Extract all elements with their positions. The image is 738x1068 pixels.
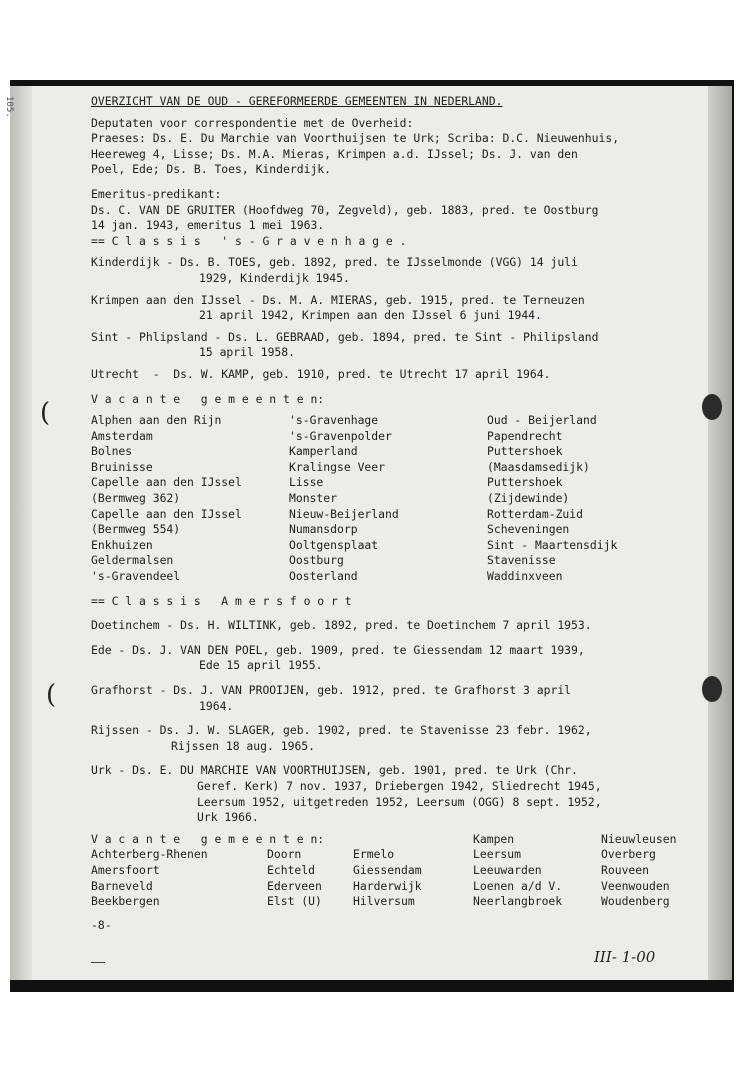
vacant-parish: Bolnes bbox=[91, 444, 133, 459]
vacant-parish: Enkhuizen bbox=[91, 537, 153, 552]
entry-krimpen bbox=[91, 293, 709, 324]
vacant-parish: (Maasdamsedijk) bbox=[487, 459, 590, 474]
vacant-parish: Overberg bbox=[601, 847, 656, 862]
vacant-column bbox=[473, 832, 601, 910]
vacant-parish: Amersfoort bbox=[91, 862, 160, 877]
vacant-column bbox=[487, 413, 687, 585]
vacant-block-amersfoort bbox=[91, 832, 709, 910]
page-edge bbox=[708, 86, 732, 980]
vacant-parish: Ermelo bbox=[353, 847, 395, 862]
vacant-parish: Echteld bbox=[267, 862, 316, 877]
vacant-heading-amersfoort: V a c a n t e g e m e e n t e n: bbox=[91, 831, 325, 846]
vacant-parish: (Bermweg 362) bbox=[91, 491, 181, 506]
vacant-column bbox=[289, 413, 487, 585]
entry-first-line: Grafhorst - Ds. J. VAN PROOIJEN, geb. 1912, pred. te Grafhorst 3 april bbox=[91, 683, 572, 697]
vacant-parish: Amsterdam bbox=[91, 428, 153, 443]
vacant-parish: Puttershoek bbox=[487, 444, 563, 459]
entry-continuation: 1964. bbox=[199, 698, 234, 713]
vacant-parish: 's-Gravendeel bbox=[91, 569, 181, 584]
vacant-parish: Hilversum bbox=[353, 894, 415, 909]
vacant-parish: Lisse bbox=[289, 475, 324, 490]
vacant-parish: Stavenisse bbox=[487, 553, 556, 568]
deputaten-line: Praeses: Ds. E. Du Marchie van Voorthuijsen te Urk; Scriba: D.C. Nieuwenhuis, bbox=[91, 131, 620, 146]
classis-heading-den-haag: == C l a s s i s ' s - G r a v e n h a g e . bbox=[91, 233, 407, 248]
emeritus-line: Emeritus-predikant: bbox=[91, 186, 222, 201]
hole-mark-lower: ( bbox=[46, 680, 57, 710]
entry-continuation: Rijssen 18 aug. 1965. bbox=[171, 738, 316, 753]
vacant-parish: Barneveld bbox=[91, 878, 153, 893]
hole-mark-upper: ( bbox=[40, 398, 51, 428]
entry-first-line: Urk - Ds. E. DU MARCHIE VAN VOORTHUIJSEN, geb. 1901, pred. te Urk (Chr. bbox=[91, 763, 578, 778]
vacant-parish: Oosterland bbox=[289, 569, 358, 584]
vacant-parish: Leeuwarden bbox=[473, 862, 542, 877]
vacant-parish: Loenen a/d V. bbox=[473, 878, 563, 893]
entry-first-line: Krimpen aan den IJssel - Ds. M. A. MIERAS, geb. 1915, pred. te Terneuzen bbox=[91, 292, 585, 307]
vacant-parish bbox=[353, 832, 473, 848]
deputaten-line: Heereweg 4, Lisse; Ds. M.A. Mieras, Krimpen a.d. IJssel; Ds. J. van den bbox=[91, 146, 578, 161]
vacant-parish: Waddinxveen bbox=[487, 569, 563, 584]
footer-dash bbox=[91, 962, 105, 963]
vacant-parish: Doorn bbox=[267, 847, 302, 862]
vacant-parish: Nieuw-Beijerland bbox=[289, 506, 399, 521]
vacant-parish: 's-Gravenpolder bbox=[289, 428, 392, 443]
vacant-parish: Elst (U) bbox=[267, 894, 322, 909]
vacant-parish: Puttershoek bbox=[487, 475, 563, 490]
entry-first-line: Doetinchem - Ds. H. WILTINK, geb. 1892, pred. te Doetinchem 7 april 1953. bbox=[91, 618, 592, 633]
entry-continuation: 15 april 1958. bbox=[199, 345, 296, 360]
vacant-parish: Numansdorp bbox=[289, 522, 358, 537]
entry-first-line: Ede - Ds. J. VAN DEN POEL, geb. 1909, pred. te Giessendam 12 maart 1939, bbox=[91, 642, 585, 657]
vacant-parish: Nieuwleusen bbox=[601, 831, 677, 846]
entry-continuation: 1929, Kinderdijk 1945. bbox=[199, 270, 350, 285]
vacant-parish: (Zijdewinde) bbox=[487, 491, 570, 506]
vacant-parish: Capelle aan den IJssel bbox=[91, 475, 242, 490]
vacant-parish: Rouveen bbox=[601, 862, 650, 877]
vacant-parish: Sint - Maartensdijk bbox=[487, 537, 618, 552]
vacant-column bbox=[601, 832, 711, 910]
page-title: OVERZICHT VAN DE OUD - GEREFORMEERDE GEMEENTEN IN NEDERLAND. bbox=[91, 94, 503, 108]
vacant-parish: Kampen bbox=[473, 831, 515, 846]
vacant-parish: Alphen aan den Rijn bbox=[91, 413, 222, 428]
vacant-parish: Papendrecht bbox=[487, 428, 563, 443]
entry-utrecht bbox=[91, 367, 709, 383]
vacant-parish: Beekbergen bbox=[91, 894, 160, 909]
entry-sint-philipsland bbox=[91, 330, 709, 361]
entry-first-line: Kinderdijk - Ds. B. TOES, geb. 1892, pred. te IJsselmonde (VGG) 14 juli bbox=[91, 255, 578, 270]
emeritus-line: 14 jan. 1943, emeritus 1 mei 1963. bbox=[91, 218, 325, 233]
vacant-parish: Ooltgensplaat bbox=[289, 537, 379, 552]
classis-heading-amersfoort: == C l a s s i s A m e r s f o o r t bbox=[91, 593, 352, 608]
vacant-parish: Achterberg-Rhenen bbox=[91, 847, 208, 862]
vacant-parish: Oud - Beijerland bbox=[487, 413, 597, 428]
vacant-parish: Monster bbox=[289, 491, 338, 506]
entry-continuation: Leersum 1952, uitgetreden 1952, Leersum (OGG) 8 sept. 1952, bbox=[197, 794, 602, 809]
emeritus-block bbox=[91, 187, 709, 234]
vacant-parish: Neerlangbroek bbox=[473, 894, 563, 909]
vacant-list-den-haag bbox=[91, 413, 709, 585]
entry-first-line: Rijssen - Ds. J. W. SLAGER, geb. 1902, pred. te Stavenisse 23 febr. 1962, bbox=[91, 723, 592, 738]
edge-mark: 105. bbox=[4, 96, 14, 118]
entry-kinderdijk bbox=[91, 255, 709, 286]
vacant-parish: Harderwijk bbox=[353, 878, 422, 893]
vacant-parish: Giessendam bbox=[353, 862, 422, 877]
deputaten-line: Deputaten voor correspondentie met de Overheid: bbox=[91, 115, 414, 130]
entry-first-line: Sint - Phlipsland - Ds. L. GEBRAAD, geb. 1894, pred. te Sint - Philipsland bbox=[91, 329, 599, 344]
entry-continuation: 21 april 1942, Krimpen aan den IJssel 6 juni 1944. bbox=[199, 308, 542, 323]
vacant-parish: (Bermweg 554) bbox=[91, 522, 181, 537]
deputaten-block bbox=[91, 116, 709, 178]
entry-first-line: Utrecht - Ds. W. KAMP, geb. 1910, pred. te Utrecht 17 april 1964. bbox=[91, 366, 551, 381]
vacant-parish: Capelle aan den IJssel bbox=[91, 506, 242, 521]
vacant-parish: 's-Gravenhage bbox=[289, 413, 379, 428]
vacant-column bbox=[91, 413, 289, 585]
deputaten-line: Poel, Ede; Ds. B. Toes, Kinderdijk. bbox=[91, 162, 332, 177]
vacant-parish: Woudenberg bbox=[601, 894, 670, 909]
vacant-parish: Ederveen bbox=[267, 878, 322, 893]
vacant-heading-den-haag: V a c a n t e g e m e e n t e n: bbox=[91, 391, 325, 406]
entry-continuation: Geref. Kerk) 7 nov. 1937, Driebergen 1942, Sliedrecht 1945, bbox=[197, 778, 602, 793]
vacant-parish: Leersum bbox=[473, 847, 522, 862]
entry-grafhorst bbox=[91, 683, 709, 714]
page-number: -8- bbox=[91, 917, 112, 932]
entry-urk bbox=[91, 763, 709, 825]
vacant-parish: Veenwouden bbox=[601, 878, 670, 893]
vacant-parish: Rotterdam-Zuid bbox=[487, 506, 584, 521]
entry-ede bbox=[91, 643, 709, 674]
entry-doetinchem bbox=[91, 618, 709, 634]
entry-continuation: Urk 1966. bbox=[197, 810, 259, 825]
vacant-parish: Bruinisse bbox=[91, 459, 153, 474]
vacant-parish: Scheveningen bbox=[487, 522, 570, 537]
document-body bbox=[91, 94, 709, 933]
entry-continuation: Ede 15 april 1955. bbox=[199, 658, 323, 673]
emeritus-line: Ds. C. VAN DE GRUITER (Hoofdweg 70, Zegveld), geb. 1883, pred. te Oostburg bbox=[91, 202, 599, 217]
vacant-parish: Kamperland bbox=[289, 444, 358, 459]
binding-strip bbox=[10, 86, 32, 980]
vacant-column bbox=[353, 832, 473, 910]
vacant-parish: Geldermalsen bbox=[91, 553, 174, 568]
handwritten-note: III- 1-00 bbox=[594, 948, 656, 966]
vacant-parish: Kralingse Veer bbox=[289, 459, 386, 474]
entry-rijssen bbox=[91, 723, 709, 754]
vacant-parish: Oostburg bbox=[289, 553, 344, 568]
